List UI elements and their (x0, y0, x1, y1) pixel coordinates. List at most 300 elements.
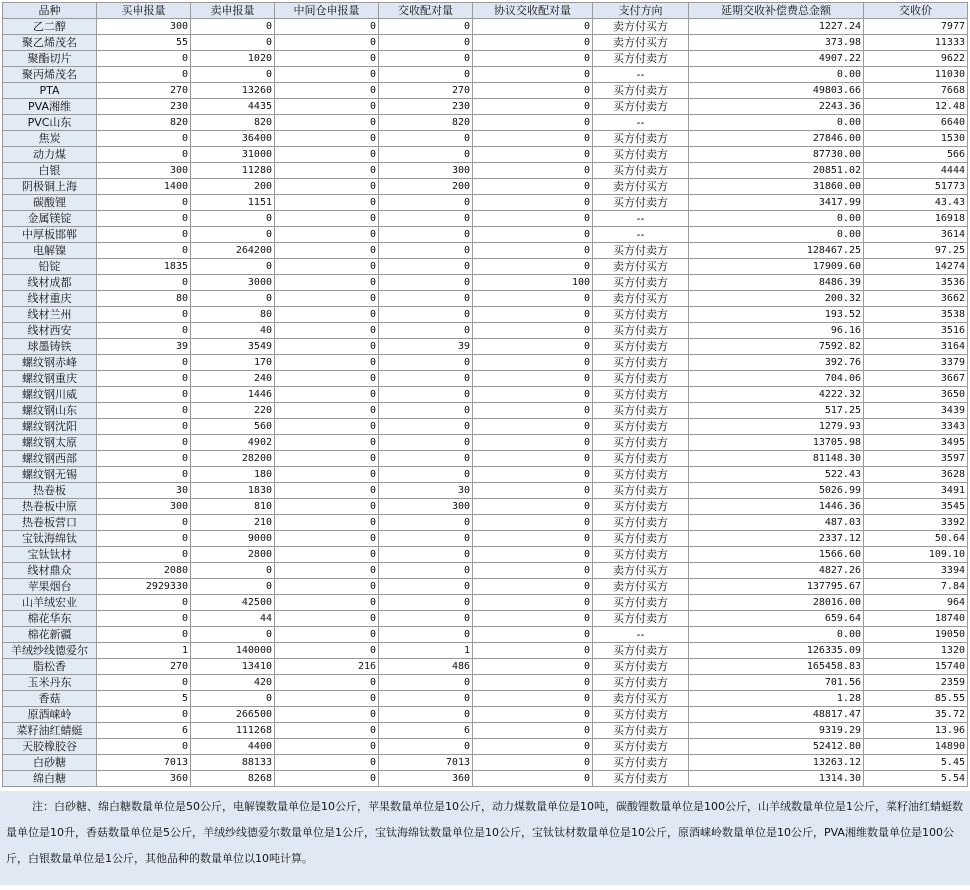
payment-direction-cell: 买方付卖方 (593, 147, 689, 163)
product-cell: 绵白糖 (3, 771, 97, 787)
payment-direction-cell: 买方付卖方 (593, 755, 689, 771)
table-row (3, 291, 968, 307)
delivery-price-cell: 109.10 (864, 547, 968, 563)
intermediate-declared-cell: 0 (275, 595, 379, 611)
payment-direction-cell: 卖方付买方 (593, 563, 689, 579)
matched-volume-cell: 0 (379, 547, 473, 563)
compensation-cell: 0.00 (689, 227, 864, 243)
product-cell: PVC山东 (3, 115, 97, 131)
buy-declared-cell: 300 (97, 499, 191, 515)
compensation-cell: 373.98 (689, 35, 864, 51)
matched-volume-cell: 0 (379, 131, 473, 147)
delivery-price-cell: 18740 (864, 611, 968, 627)
sell-declared-cell: 820 (191, 115, 275, 131)
intermediate-declared-cell: 0 (275, 515, 379, 531)
compensation-cell: 517.25 (689, 403, 864, 419)
payment-direction-cell: 买方付卖方 (593, 307, 689, 323)
product-cell: 热卷板中原 (3, 499, 97, 515)
agreement-matched-cell: 0 (473, 307, 593, 323)
compensation-cell: 2243.36 (689, 99, 864, 115)
agreement-matched-cell: 0 (473, 579, 593, 595)
table-row (3, 627, 968, 643)
product-cell: 白银 (3, 163, 97, 179)
product-cell: 铅锭 (3, 259, 97, 275)
payment-direction-cell: 买方付卖方 (593, 275, 689, 291)
header-compensation-total: 延期交收补偿费总金额 (689, 3, 864, 19)
agreement-matched-cell: 0 (473, 691, 593, 707)
sell-declared-cell: 111268 (191, 723, 275, 739)
product-cell: 山羊绒宏业 (3, 595, 97, 611)
agreement-matched-cell: 100 (473, 275, 593, 291)
agreement-matched-cell: 0 (473, 179, 593, 195)
payment-direction-cell: 买方付卖方 (593, 243, 689, 259)
matched-volume-cell: 0 (379, 243, 473, 259)
payment-direction-cell: 买方付卖方 (593, 83, 689, 99)
buy-declared-cell: 0 (97, 67, 191, 83)
intermediate-declared-cell: 0 (275, 19, 379, 35)
delivery-price-cell: 3379 (864, 355, 968, 371)
sell-declared-cell: 0 (191, 291, 275, 307)
product-cell: 碳酸锂 (3, 195, 97, 211)
compensation-cell: 704.06 (689, 371, 864, 387)
table-row (3, 403, 968, 419)
compensation-cell: 52412.80 (689, 739, 864, 755)
delivery-price-cell: 3392 (864, 515, 968, 531)
product-cell: 苹果烟台 (3, 579, 97, 595)
agreement-matched-cell: 0 (473, 387, 593, 403)
table-row (3, 691, 968, 707)
delivery-price-cell: 1530 (864, 131, 968, 147)
header-payment-direction: 支付方向 (593, 3, 689, 19)
buy-declared-cell: 0 (97, 355, 191, 371)
sell-declared-cell: 200 (191, 179, 275, 195)
sell-declared-cell: 1151 (191, 195, 275, 211)
product-cell: 宝钛海绵钛 (3, 531, 97, 547)
table-row (3, 387, 968, 403)
compensation-cell: 4222.32 (689, 387, 864, 403)
table-row (3, 515, 968, 531)
product-cell: 棉花新疆 (3, 627, 97, 643)
matched-volume-cell: 0 (379, 19, 473, 35)
compensation-cell: 7592.82 (689, 339, 864, 355)
table-row (3, 419, 968, 435)
product-cell: 棉花华东 (3, 611, 97, 627)
delivery-price-cell: 566 (864, 147, 968, 163)
agreement-matched-cell: 0 (473, 323, 593, 339)
intermediate-declared-cell: 0 (275, 499, 379, 515)
compensation-cell: 1227.24 (689, 19, 864, 35)
sell-declared-cell: 13260 (191, 83, 275, 99)
payment-direction-cell: 买方付卖方 (593, 515, 689, 531)
agreement-matched-cell: 0 (473, 227, 593, 243)
sell-declared-cell: 4400 (191, 739, 275, 755)
payment-direction-cell: 买方付卖方 (593, 387, 689, 403)
buy-declared-cell: 0 (97, 707, 191, 723)
intermediate-declared-cell: 0 (275, 339, 379, 355)
table-row (3, 739, 968, 755)
intermediate-declared-cell: 0 (275, 227, 379, 243)
intermediate-declared-cell: 0 (275, 67, 379, 83)
delivery-price-cell: 14274 (864, 259, 968, 275)
sell-declared-cell: 1446 (191, 387, 275, 403)
buy-declared-cell: 820 (97, 115, 191, 131)
buy-declared-cell: 5 (97, 691, 191, 707)
matched-volume-cell: 0 (379, 51, 473, 67)
product-cell: PTA (3, 83, 97, 99)
product-cell: 螺纹钢赤峰 (3, 355, 97, 371)
sell-declared-cell: 0 (191, 35, 275, 51)
sell-declared-cell: 0 (191, 563, 275, 579)
compensation-cell: 49803.66 (689, 83, 864, 99)
agreement-matched-cell: 0 (473, 403, 593, 419)
agreement-matched-cell: 0 (473, 515, 593, 531)
table-row (3, 339, 968, 355)
table-row (3, 163, 968, 179)
payment-direction-cell: 买方付卖方 (593, 659, 689, 675)
matched-volume-cell: 0 (379, 387, 473, 403)
buy-declared-cell: 0 (97, 371, 191, 387)
delivery-table (2, 2, 968, 787)
delivery-price-cell: 3597 (864, 451, 968, 467)
compensation-cell: 87730.00 (689, 147, 864, 163)
product-cell: 阴极铜上海 (3, 179, 97, 195)
buy-declared-cell: 0 (97, 515, 191, 531)
compensation-cell: 81148.30 (689, 451, 864, 467)
agreement-matched-cell: 0 (473, 483, 593, 499)
header-delivery-price: 交收价 (864, 3, 968, 19)
sell-declared-cell: 140000 (191, 643, 275, 659)
agreement-matched-cell: 0 (473, 563, 593, 579)
product-cell: 原酒崃岭 (3, 707, 97, 723)
sell-declared-cell: 31000 (191, 147, 275, 163)
delivery-price-cell: 16918 (864, 211, 968, 227)
intermediate-declared-cell: 0 (275, 563, 379, 579)
buy-declared-cell: 0 (97, 675, 191, 691)
payment-direction-cell: 买方付卖方 (593, 483, 689, 499)
agreement-matched-cell: 0 (473, 771, 593, 787)
buy-declared-cell: 0 (97, 147, 191, 163)
delivery-price-cell: 5.45 (864, 755, 968, 771)
agreement-matched-cell: 0 (473, 451, 593, 467)
intermediate-declared-cell: 0 (275, 131, 379, 147)
intermediate-declared-cell: 0 (275, 483, 379, 499)
payment-direction-cell: 卖方付买方 (593, 19, 689, 35)
table-row (3, 579, 968, 595)
payment-direction-cell: 买方付卖方 (593, 403, 689, 419)
payment-direction-cell: 买方付卖方 (593, 163, 689, 179)
matched-volume-cell: 0 (379, 739, 473, 755)
intermediate-declared-cell: 0 (275, 675, 379, 691)
agreement-matched-cell: 0 (473, 723, 593, 739)
table-row (3, 355, 968, 371)
agreement-matched-cell: 0 (473, 499, 593, 515)
matched-volume-cell: 0 (379, 67, 473, 83)
sell-declared-cell: 80 (191, 307, 275, 323)
compensation-cell: 48817.47 (689, 707, 864, 723)
delivery-price-cell: 3439 (864, 403, 968, 419)
product-cell: 乙二醇 (3, 19, 97, 35)
delivery-price-cell: 11030 (864, 67, 968, 83)
payment-direction-cell: 买方付卖方 (593, 323, 689, 339)
table-row (3, 195, 968, 211)
intermediate-declared-cell: 0 (275, 291, 379, 307)
payment-direction-cell: 买方付卖方 (593, 531, 689, 547)
intermediate-declared-cell: 0 (275, 163, 379, 179)
matched-volume-cell: 39 (379, 339, 473, 355)
agreement-matched-cell: 0 (473, 211, 593, 227)
sell-declared-cell: 2800 (191, 547, 275, 563)
product-cell: 线材西安 (3, 323, 97, 339)
payment-direction-cell: 买方付卖方 (593, 419, 689, 435)
compensation-cell: 13263.12 (689, 755, 864, 771)
buy-declared-cell: 80 (97, 291, 191, 307)
agreement-matched-cell: 0 (473, 35, 593, 51)
buy-declared-cell: 0 (97, 323, 191, 339)
product-cell: 天胶橡胶谷 (3, 739, 97, 755)
delivery-price-cell: 19050 (864, 627, 968, 643)
compensation-cell: 0.00 (689, 211, 864, 227)
matched-volume-cell: 300 (379, 163, 473, 179)
compensation-cell: 9319.29 (689, 723, 864, 739)
delivery-price-cell: 97.25 (864, 243, 968, 259)
table-row (3, 371, 968, 387)
matched-volume-cell: 0 (379, 451, 473, 467)
buy-declared-cell: 0 (97, 195, 191, 211)
sell-declared-cell: 266500 (191, 707, 275, 723)
product-cell: 球墨铸铁 (3, 339, 97, 355)
delivery-price-cell: 3536 (864, 275, 968, 291)
compensation-cell: 701.56 (689, 675, 864, 691)
agreement-matched-cell: 0 (473, 51, 593, 67)
product-cell: 螺纹钢沈阳 (3, 419, 97, 435)
sell-declared-cell: 264200 (191, 243, 275, 259)
matched-volume-cell: 820 (379, 115, 473, 131)
delivery-price-cell: 51773 (864, 179, 968, 195)
product-cell: 香菇 (3, 691, 97, 707)
table-header-row (3, 3, 968, 19)
agreement-matched-cell: 0 (473, 259, 593, 275)
buy-declared-cell: 55 (97, 35, 191, 51)
matched-volume-cell: 230 (379, 99, 473, 115)
product-cell: 聚乙烯茂名 (3, 35, 97, 51)
payment-direction-cell: 卖方付买方 (593, 35, 689, 51)
compensation-cell: 17909.60 (689, 259, 864, 275)
compensation-cell: 165458.83 (689, 659, 864, 675)
header-agreement-matched: 协议交收配对量 (473, 3, 593, 19)
sell-declared-cell: 28200 (191, 451, 275, 467)
payment-direction-cell: 买方付卖方 (593, 451, 689, 467)
intermediate-declared-cell: 0 (275, 771, 379, 787)
table-row (3, 499, 968, 515)
buy-declared-cell: 0 (97, 595, 191, 611)
buy-declared-cell: 0 (97, 611, 191, 627)
payment-direction-cell: 买方付卖方 (593, 99, 689, 115)
sell-declared-cell: 0 (191, 627, 275, 643)
matched-volume-cell: 0 (379, 579, 473, 595)
product-cell: 中厚板邯郸 (3, 227, 97, 243)
agreement-matched-cell: 0 (473, 547, 593, 563)
product-cell: 羊绒纱线德爱尔 (3, 643, 97, 659)
sell-declared-cell: 170 (191, 355, 275, 371)
table-row (3, 707, 968, 723)
compensation-cell: 1566.60 (689, 547, 864, 563)
product-cell: 菜籽油红蜻蜓 (3, 723, 97, 739)
payment-direction-cell: 买方付卖方 (593, 611, 689, 627)
payment-direction-cell: 买方付卖方 (593, 499, 689, 515)
compensation-cell: 1446.36 (689, 499, 864, 515)
matched-volume-cell: 0 (379, 595, 473, 611)
delivery-price-cell: 6640 (864, 115, 968, 131)
buy-declared-cell: 0 (97, 227, 191, 243)
delivery-price-cell: 7977 (864, 19, 968, 35)
agreement-matched-cell: 0 (473, 163, 593, 179)
matched-volume-cell: 0 (379, 611, 473, 627)
buy-declared-cell: 1 (97, 643, 191, 659)
matched-volume-cell: 0 (379, 531, 473, 547)
delivery-price-cell: 3538 (864, 307, 968, 323)
agreement-matched-cell: 0 (473, 435, 593, 451)
delivery-price-cell: 3394 (864, 563, 968, 579)
buy-declared-cell: 0 (97, 435, 191, 451)
buy-declared-cell: 1400 (97, 179, 191, 195)
payment-direction-cell: 买方付卖方 (593, 723, 689, 739)
sell-declared-cell: 1020 (191, 51, 275, 67)
sell-declared-cell: 0 (191, 227, 275, 243)
sell-declared-cell: 0 (191, 211, 275, 227)
matched-volume-cell: 270 (379, 83, 473, 99)
table-body (3, 19, 968, 787)
delivery-price-cell: 3545 (864, 499, 968, 515)
table-row (3, 259, 968, 275)
table-row (3, 643, 968, 659)
intermediate-declared-cell: 0 (275, 307, 379, 323)
buy-declared-cell: 360 (97, 771, 191, 787)
sell-declared-cell: 560 (191, 419, 275, 435)
payment-direction-cell: 买方付卖方 (593, 595, 689, 611)
agreement-matched-cell: 0 (473, 339, 593, 355)
intermediate-declared-cell: 0 (275, 579, 379, 595)
sell-declared-cell: 36400 (191, 131, 275, 147)
matched-volume-cell: 0 (379, 563, 473, 579)
agreement-matched-cell: 0 (473, 67, 593, 83)
product-cell: 热卷板 (3, 483, 97, 499)
intermediate-declared-cell: 0 (275, 691, 379, 707)
matched-volume-cell: 0 (379, 211, 473, 227)
matched-volume-cell: 200 (379, 179, 473, 195)
compensation-cell: 128467.25 (689, 243, 864, 259)
buy-declared-cell: 0 (97, 531, 191, 547)
product-cell: 电解镍 (3, 243, 97, 259)
sell-declared-cell: 0 (191, 579, 275, 595)
intermediate-declared-cell: 216 (275, 659, 379, 675)
table-row (3, 611, 968, 627)
intermediate-declared-cell: 0 (275, 99, 379, 115)
matched-volume-cell: 300 (379, 499, 473, 515)
agreement-matched-cell: 0 (473, 243, 593, 259)
delivery-price-cell: 3491 (864, 483, 968, 499)
table-row (3, 147, 968, 163)
buy-declared-cell: 6 (97, 723, 191, 739)
payment-direction-cell: 买方付卖方 (593, 435, 689, 451)
matched-volume-cell: 0 (379, 419, 473, 435)
matched-volume-cell: 0 (379, 227, 473, 243)
payment-direction-cell: 卖方付买方 (593, 259, 689, 275)
intermediate-declared-cell: 0 (275, 387, 379, 403)
buy-declared-cell: 39 (97, 339, 191, 355)
agreement-matched-cell: 0 (473, 531, 593, 547)
payment-direction-cell: 买方付卖方 (593, 707, 689, 723)
buy-declared-cell: 0 (97, 627, 191, 643)
table-row (3, 179, 968, 195)
table-row (3, 115, 968, 131)
agreement-matched-cell: 0 (473, 595, 593, 611)
header-buy-declared: 买申报量 (97, 3, 191, 19)
matched-volume-cell: 0 (379, 467, 473, 483)
agreement-matched-cell: 0 (473, 195, 593, 211)
intermediate-declared-cell: 0 (275, 51, 379, 67)
buy-declared-cell: 2929330 (97, 579, 191, 595)
payment-direction-cell: 卖方付买方 (593, 179, 689, 195)
payment-direction-cell: -- (593, 627, 689, 643)
compensation-cell: 659.64 (689, 611, 864, 627)
agreement-matched-cell: 0 (473, 643, 593, 659)
intermediate-declared-cell: 0 (275, 115, 379, 131)
delivery-price-cell: 15740 (864, 659, 968, 675)
payment-direction-cell: 买方付卖方 (593, 675, 689, 691)
payment-direction-cell: 卖方付买方 (593, 691, 689, 707)
product-cell: 线材兰州 (3, 307, 97, 323)
intermediate-declared-cell: 0 (275, 275, 379, 291)
payment-direction-cell: 买方付卖方 (593, 339, 689, 355)
table-row (3, 83, 968, 99)
compensation-cell: 31860.00 (689, 179, 864, 195)
sell-declared-cell: 1830 (191, 483, 275, 499)
buy-declared-cell: 0 (97, 51, 191, 67)
matched-volume-cell: 0 (379, 691, 473, 707)
sell-declared-cell: 11280 (191, 163, 275, 179)
intermediate-declared-cell: 0 (275, 35, 379, 51)
delivery-price-cell: 13.96 (864, 723, 968, 739)
table-row (3, 563, 968, 579)
matched-volume-cell: 0 (379, 291, 473, 307)
table-row (3, 771, 968, 787)
table-row (3, 51, 968, 67)
sell-declared-cell: 88133 (191, 755, 275, 771)
sell-declared-cell: 3549 (191, 339, 275, 355)
header-product: 品种 (3, 3, 97, 19)
payment-direction-cell: -- (593, 211, 689, 227)
sell-declared-cell: 0 (191, 67, 275, 83)
compensation-cell: 2337.12 (689, 531, 864, 547)
intermediate-declared-cell: 0 (275, 243, 379, 259)
matched-volume-cell: 0 (379, 147, 473, 163)
buy-declared-cell: 270 (97, 659, 191, 675)
product-cell: 螺纹钢太原 (3, 435, 97, 451)
intermediate-declared-cell: 0 (275, 547, 379, 563)
agreement-matched-cell: 0 (473, 611, 593, 627)
product-cell: 动力煤 (3, 147, 97, 163)
intermediate-declared-cell: 0 (275, 739, 379, 755)
matched-volume-cell: 0 (379, 323, 473, 339)
delivery-price-cell: 3495 (864, 435, 968, 451)
table-row (3, 531, 968, 547)
compensation-cell: 0.00 (689, 627, 864, 643)
intermediate-declared-cell: 0 (275, 195, 379, 211)
sell-declared-cell: 0 (191, 19, 275, 35)
product-cell: 螺纹钢重庆 (3, 371, 97, 387)
agreement-matched-cell: 0 (473, 675, 593, 691)
delivery-price-cell: 3667 (864, 371, 968, 387)
